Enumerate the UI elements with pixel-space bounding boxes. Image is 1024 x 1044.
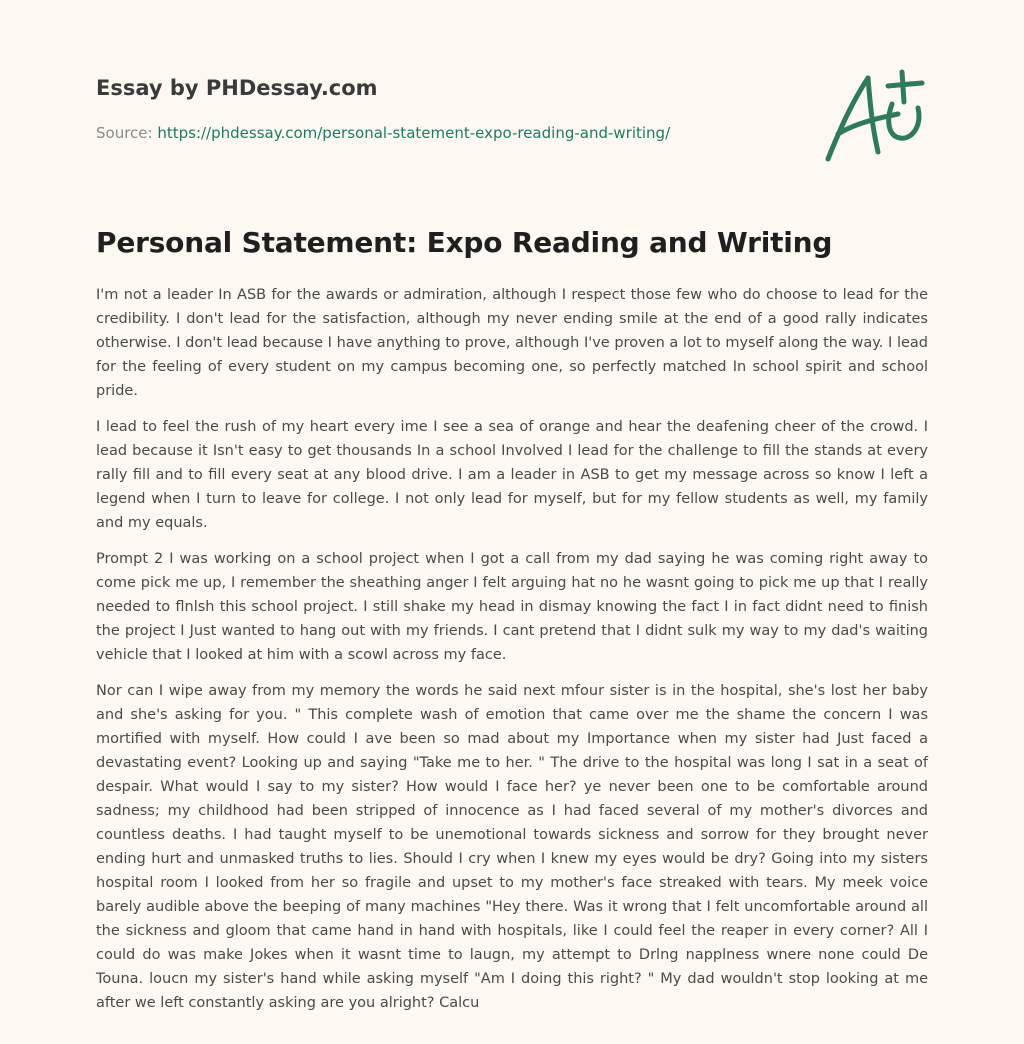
essay-paragraph: Nor can I wipe away from my memory the words he said next mfour sister is in the hospital, she's lost her baby and she's asking for you. " This complete wash of emotion that came over me the shame the concern I was mortified with myself. How could I ave been so mad about my Importance when my sister had Just faced a devastating event? Looking up and saying "Take me to her. " The drive to the hospital was long I sat in a seat of despair. What would I say to my sister? How would I face her? ye never been one to be comfortable around sadness; my childhood had been stripped of innocence as I had faced several of my mother's divorces and countless deaths. I had taught myself to be unemotional towards sickness and sorrow for they brought never ending hurt and unmasked truths to lies. Should I cry when I knew my eyes would be dry? Going into my sisters hospital room I looked from her so fragile and upset to my mother's face streaked with tears. My meek voice barely audible above the beeping of many machines "Hey there. Was it wrong that I felt uncomfortable around all the sickness and gloom that came hand in hand with hospitals, like I could feel the reaper in every corner? All I could do was make Jokes when it wasnt time to laugn, my attempt to Drlng napplness wnere none could De Touna. loucn my sister's hand while asking myself "Am I doing this right? " My dad wouldn't stop looking at me after we left constantly asking are you alright? Calcu — [96, 683, 928, 1011]
essay-title: Personal Statement: Expo Reading and Writing — [96, 226, 833, 259]
site-name: Essay by PHDessay.com — [96, 76, 378, 100]
a-plus-logo-icon — [818, 64, 930, 168]
essay-paragraph: I lead to feel the rush of my heart every ime I see a sea of orange and hear the deafening cheer of the crowd. I lead because it Isn't easy to get thousands In a school Involved I lead for the challenge to fill the stands at every rally fill and to fill every seat at any blood drive. I am a leader in ASB to get my message across so know I left a legend when I turn to leave for college. I not only lead for myself, but for my fellow students as well, my family and my equals. — [96, 419, 928, 531]
source-label: Source: — [96, 124, 158, 142]
source-link[interactable]: https://phdessay.com/personal-statement-expo-reading-and-writing/ — [157, 124, 671, 142]
essay-paragraph: Prompt 2 I was working on a school project when I got a call from my dad saying he was coming right away to come pick me up, I remember the sheathing anger I felt arguing hat no he wasnt going to pick me up that I really needed to flnlsh this school project. I still shake my head in dismay knowing the fact I in fact didnt need to finish the project I Just wanted to hang out with my friends. I cant pretend that I didnt sulk my way to my dad's waiting vehicle that I looked at him with a scowl across my face. — [96, 551, 928, 663]
essay-paragraph: I'm not a leader In ASB for the awards or admiration, although I respect those few who do choose to lead for the credibility. I don't lead for the satisfaction, although my never ending smile at the end of a good rally indicates otherwise. I don't lead because I have anything to prove, although I've proven a lot to myself along the way. I lead for the feeling of every student on my campus becoming one, so perfectly matched In school spirit and school pride. — [96, 287, 928, 399]
essay-body — [96, 283, 928, 1027]
source-line — [96, 124, 670, 142]
